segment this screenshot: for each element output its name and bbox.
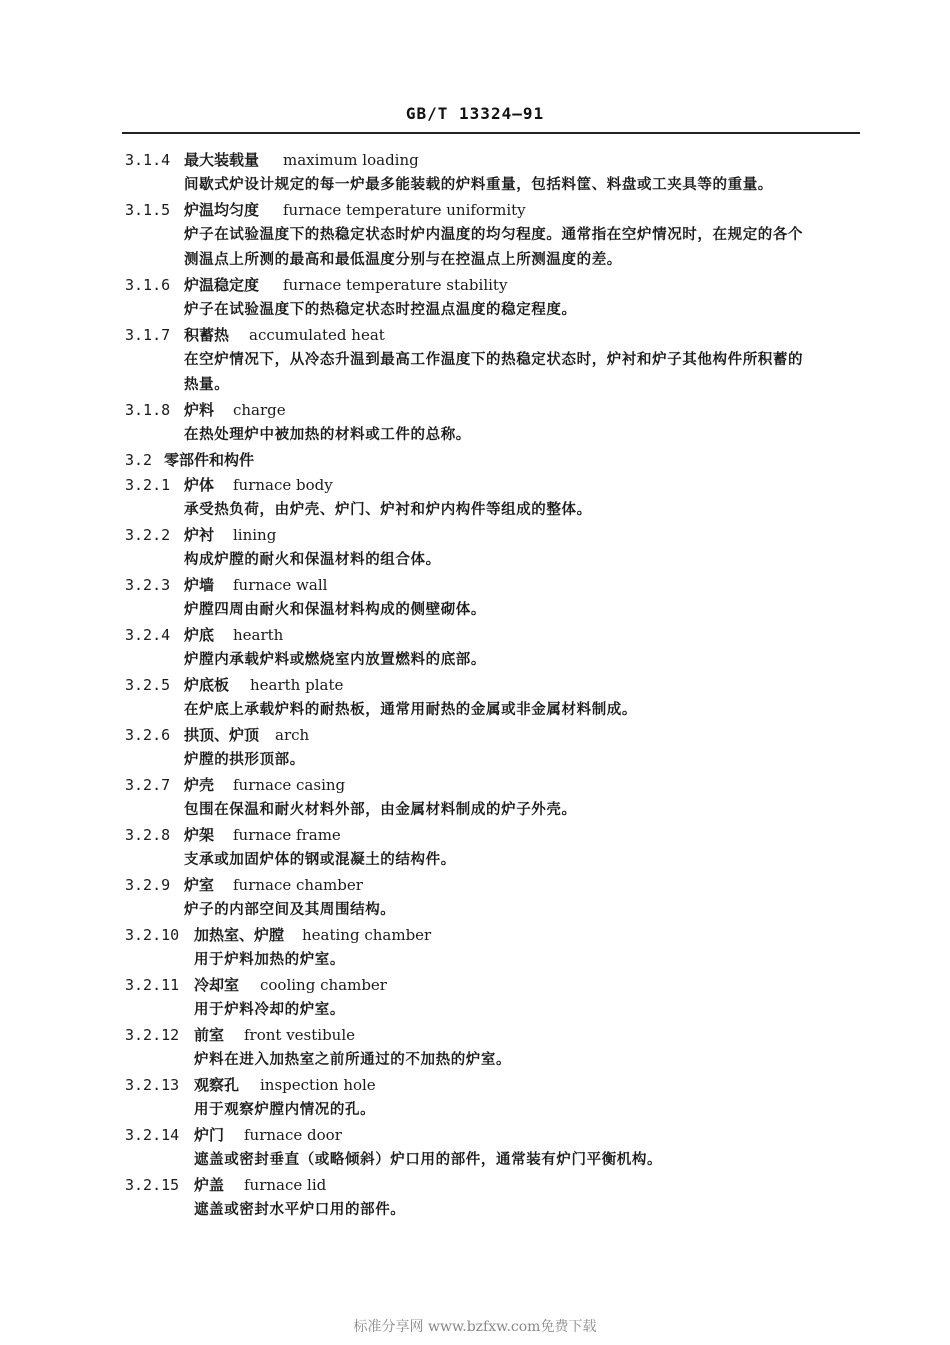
- term-number: 3.2.1: [125, 476, 171, 494]
- term-entry-3-1-5: [122, 198, 867, 273]
- term-chinese: 炉衬: [184, 526, 215, 544]
- term-english: maximum loading: [283, 151, 419, 169]
- term-definition: 炉子在试验温度下的热稳定状态时控温点温度的稳定程度。: [184, 302, 577, 318]
- term-heading: [122, 148, 867, 173]
- term-definition: 支承或加固炉体的钢或混凝土的结构件。: [184, 852, 456, 868]
- term-number: 3.2.11: [125, 976, 180, 994]
- term-definition: 用于炉料冷却的炉室。: [194, 1002, 345, 1018]
- term-chinese: 观察孔: [194, 1076, 240, 1094]
- term-english: furnace casing: [233, 776, 346, 794]
- term-heading: [122, 273, 867, 298]
- term-english: furnace body: [233, 476, 333, 494]
- term-number: 3.2.5: [125, 676, 171, 694]
- section-3-2: [122, 448, 867, 473]
- term-english: accumulated heat: [249, 326, 385, 344]
- term-entry-3-2-13: [122, 1073, 867, 1123]
- term-number: 3.2.15: [125, 1176, 180, 1194]
- term-entry-3-1-7: [122, 323, 867, 398]
- term-heading: [122, 823, 867, 848]
- term-heading: [122, 873, 867, 898]
- term-heading: [122, 1173, 867, 1198]
- term-number: 3.2.13: [125, 1076, 180, 1094]
- term-chinese: 炉室: [184, 876, 215, 894]
- term-definition-line-1: 在空炉情况下，从冷态升温到最高工作温度下的热稳定状态时，炉衬和炉子其他构件所积蓄的: [184, 352, 804, 368]
- term-english: furnace frame: [233, 826, 341, 844]
- term-chinese: 炉门: [194, 1126, 225, 1144]
- term-entry-3-2-10: [122, 923, 867, 973]
- term-chinese: 炉料: [184, 401, 215, 419]
- term-definition: 炉膛四周由耐火和保温材料构成的侧壁砌体。: [184, 602, 486, 618]
- term-number: 3.2.4: [125, 626, 171, 644]
- watermark-footer: 标准分享网 www.bzfxw.com免费下载: [353, 1319, 597, 1335]
- term-definition: 用于炉料加热的炉室。: [194, 952, 345, 968]
- term-chinese: 炉底板: [184, 676, 230, 694]
- term-chinese: 积蓄热: [184, 326, 230, 344]
- term-entry-3-2-3: [122, 573, 867, 623]
- term-english: hearth plate: [250, 676, 344, 694]
- term-chinese: 加热室、炉膛: [194, 926, 285, 944]
- term-chinese: 炉墙: [184, 576, 215, 594]
- term-entry-3-2-4: [122, 623, 867, 673]
- term-chinese: 炉温稳定度: [184, 276, 260, 294]
- term-number: 3.2.8: [125, 826, 171, 844]
- term-entry-3-2-14: [122, 1123, 867, 1173]
- term-definition: 在炉底上承载炉料的耐热板，通常用耐热的金属或非金属材料制成。: [184, 702, 637, 718]
- term-english: lining: [233, 526, 277, 544]
- term-english: furnace chamber: [233, 876, 363, 894]
- term-english: heating chamber: [302, 926, 432, 944]
- term-english: cooling chamber: [260, 976, 387, 994]
- term-number: 3.1.6: [125, 276, 171, 294]
- term-heading: [122, 398, 867, 423]
- terms-content: [122, 148, 867, 1223]
- term-definition-line-2: 测温点上所测的最高和最低温度分别与在控温点上所测温度的差。: [184, 252, 622, 268]
- term-chinese: 前室: [194, 1026, 225, 1044]
- term-heading: [122, 673, 867, 698]
- term-english: furnace door: [244, 1126, 342, 1144]
- term-number: 3.2.14: [125, 1126, 180, 1144]
- term-heading: [122, 473, 867, 498]
- term-entry-3-1-4: [122, 148, 867, 198]
- term-definition: 遮盖或密封水平炉口用的部件。: [194, 1202, 406, 1218]
- term-heading: [122, 573, 867, 598]
- term-heading: [122, 723, 867, 748]
- term-chinese: 冷却室: [194, 976, 240, 994]
- term-number: 3.1.5: [125, 201, 171, 219]
- term-entry-3-2-6: [122, 723, 867, 773]
- section-heading: [122, 448, 867, 473]
- term-heading: [122, 973, 867, 998]
- term-english: furnace lid: [244, 1176, 327, 1194]
- term-heading: [122, 623, 867, 648]
- term-entry-3-2-15: [122, 1173, 867, 1223]
- term-entry-3-2-5: [122, 673, 867, 723]
- term-chinese: 炉温均匀度: [184, 201, 260, 219]
- term-heading: [122, 1073, 867, 1098]
- section-number: 3.2: [125, 451, 153, 469]
- term-number: 3.1.8: [125, 401, 171, 419]
- term-heading: [122, 923, 867, 948]
- term-chinese: 拱顶、炉顶: [184, 726, 260, 744]
- term-definition: 在热处理炉中被加热的材料或工件的总称。: [184, 427, 471, 443]
- term-entry-3-2-12: [122, 1023, 867, 1073]
- term-number: 3.2.7: [125, 776, 171, 794]
- term-chinese: 最大装载量: [184, 151, 260, 169]
- term-chinese: 炉壳: [184, 776, 215, 794]
- term-definition: 用于观察炉膛内情况的孔。: [194, 1102, 376, 1118]
- term-english: inspection hole: [260, 1076, 376, 1094]
- term-english: charge: [233, 401, 286, 419]
- term-chinese: 炉底: [184, 626, 215, 644]
- term-heading: [122, 198, 867, 223]
- section-title: 零部件和构件: [164, 451, 255, 469]
- term-english: front vestibule: [244, 1026, 356, 1044]
- term-definition: 遮盖或密封垂直（或略倾斜）炉口用的部件，通常装有炉门平衡机构。: [194, 1152, 663, 1168]
- term-heading: [122, 1123, 867, 1148]
- term-number: 3.2.6: [125, 726, 171, 744]
- term-entry-3-2-1: [122, 473, 867, 523]
- term-entry-3-2-8: [122, 823, 867, 873]
- term-english: hearth: [233, 626, 284, 644]
- term-definition-line-1: 炉子在试验温度下的热稳定状态时炉内温度的均匀程度。通常指在空炉情况时，在规定的各个: [184, 227, 804, 243]
- term-heading: [122, 1023, 867, 1048]
- term-number: 3.1.7: [125, 326, 171, 344]
- term-definition: 炉子的内部空间及其周围结构。: [184, 902, 396, 918]
- term-number: 3.2.2: [125, 526, 171, 544]
- term-heading: [122, 773, 867, 798]
- standard-number-header: GB/T 13324—91: [405, 104, 545, 123]
- term-definition: 间歇式炉设计规定的每一炉最多能装载的炉料重量，包括料筐、料盘或工夹具等的重量。: [184, 177, 773, 193]
- term-definition: 炉膛内承载炉料或燃烧室内放置燃料的底部。: [184, 652, 486, 668]
- term-chinese: 炉体: [184, 476, 215, 494]
- term-english: arch: [275, 726, 310, 744]
- term-entry-3-1-6: [122, 273, 867, 323]
- term-definition: 炉料在进入加热室之前所通过的不加热的炉室。: [194, 1052, 512, 1068]
- term-definition: 包围在保温和耐火材料外部，由金属材料制成的炉子外壳。: [184, 802, 577, 818]
- term-entry-3-1-8: [122, 398, 867, 448]
- term-number: 3.1.4: [125, 151, 171, 169]
- term-chinese: 炉盖: [194, 1176, 225, 1194]
- term-entry-3-2-7: [122, 773, 867, 823]
- term-number: 3.2.10: [125, 926, 180, 944]
- term-english: furnace temperature uniformity: [283, 201, 526, 219]
- term-entry-3-2-11: [122, 973, 867, 1023]
- term-entry-3-2-9: [122, 873, 867, 923]
- term-definition: 构成炉膛的耐火和保温材料的组合体。: [184, 552, 441, 568]
- term-english: furnace wall: [233, 576, 328, 594]
- term-number: 3.2.3: [125, 576, 171, 594]
- term-heading: [122, 523, 867, 548]
- term-chinese: 炉架: [184, 826, 215, 844]
- term-number: 3.2.9: [125, 876, 171, 894]
- term-definition: 承受热负荷，由炉壳、炉门、炉衬和炉内构件等组成的整体。: [184, 502, 592, 518]
- term-definition: 炉膛的拱形顶部。: [184, 752, 305, 768]
- term-english: furnace temperature stability: [283, 276, 508, 294]
- header-divider: [122, 132, 860, 134]
- term-definition-line-2: 热量。: [184, 377, 230, 393]
- term-entry-3-2-2: [122, 523, 867, 573]
- term-heading: [122, 323, 867, 348]
- term-number: 3.2.12: [125, 1026, 180, 1044]
